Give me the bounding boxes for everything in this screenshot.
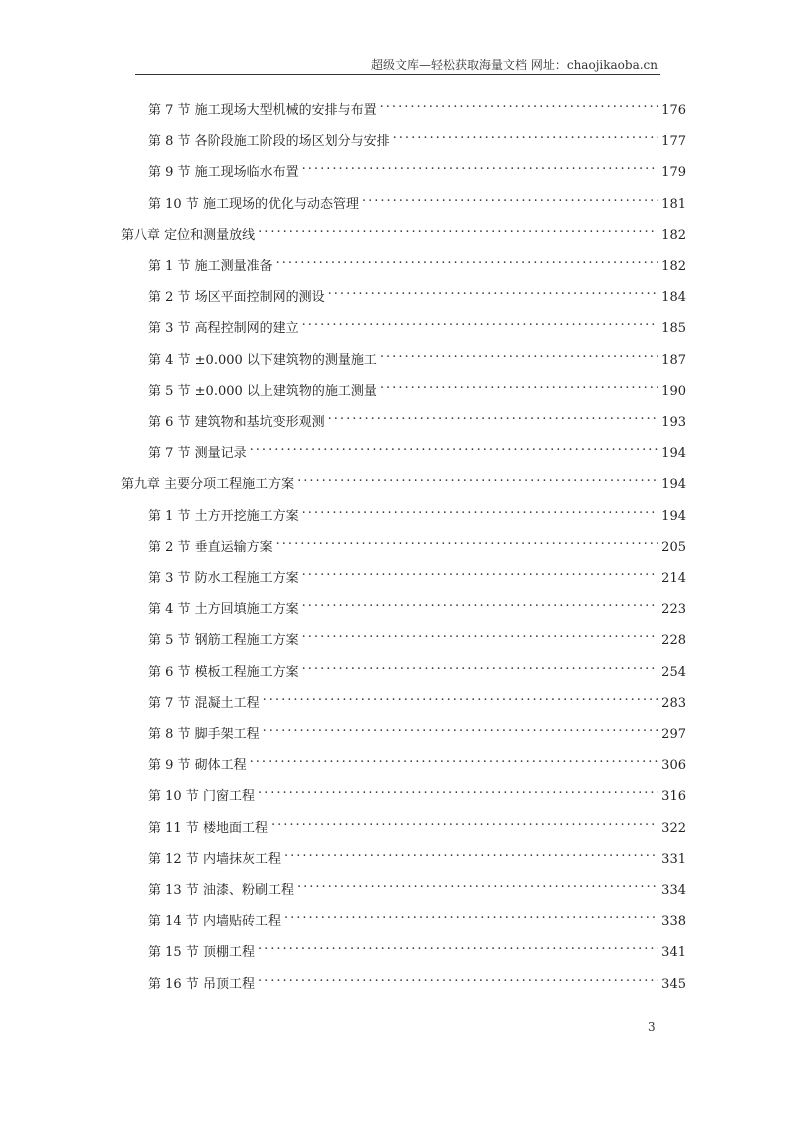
- toc-section-row[interactable]: [148, 406, 686, 430]
- toc-dot-leader: [276, 250, 659, 270]
- page-header: [135, 56, 660, 75]
- toc-section-row[interactable]: [148, 344, 686, 368]
- toc-dot-leader: [276, 531, 659, 551]
- toc-page-number: 341: [661, 945, 686, 961]
- toc-section-row[interactable]: [148, 624, 686, 649]
- toc-chapter-row[interactable]: [121, 219, 686, 243]
- toc-entry-title: 第 7 节 混凝土工程: [148, 695, 260, 711]
- toc-page-number: 185: [661, 321, 686, 337]
- toc-dot-leader: [393, 125, 659, 145]
- toc-page-number: 179: [661, 165, 686, 181]
- toc-dot-leader: [250, 437, 659, 457]
- toc-dot-leader: [271, 812, 658, 832]
- toc-dot-leader: [297, 468, 658, 488]
- toc-page-number: 194: [661, 446, 686, 462]
- toc-section-row[interactable]: [148, 874, 686, 898]
- toc-entry-title: 第 6 节 模板工程施工方案: [148, 664, 299, 680]
- toc-page-number: 322: [661, 820, 686, 836]
- toc-dot-leader: [380, 344, 658, 364]
- toc-entry-title: 第 8 节 脚手架工程: [148, 727, 260, 742]
- toc-dot-leader: [302, 500, 659, 520]
- page-number: 3: [648, 1020, 656, 1034]
- toc-entry-title: 第 4 节 土方回填施工方案: [148, 602, 299, 618]
- toc-section-row[interactable]: [148, 843, 686, 867]
- toc-page-number: 345: [661, 976, 686, 992]
- toc-section-row[interactable]: [148, 968, 686, 992]
- toc-dot-leader: [380, 375, 658, 395]
- toc-entry-title: 第 1 节 土方开挖施工方案: [148, 508, 299, 524]
- toc-section-row[interactable]: [148, 250, 686, 274]
- toc-entry-title: 第 3 节 高程控制网的建立: [148, 321, 299, 337]
- toc-entry-title: 第 1 节 施工测量准备: [148, 259, 273, 274]
- toc-page-number: 194: [661, 508, 686, 524]
- toc-dot-leader: [284, 843, 658, 863]
- toc-section-row[interactable]: [148, 936, 686, 961]
- toc-dot-leader: [297, 874, 658, 894]
- toc-dot-leader: [258, 219, 658, 239]
- toc-dot-leader: [302, 156, 659, 176]
- toc-entry-title: 第 5 节 ±0.000 以上建筑物的施工测量: [148, 383, 377, 399]
- toc-section-row[interactable]: [148, 156, 686, 181]
- toc-page-number: 181: [661, 196, 686, 212]
- toc-section-row[interactable]: [148, 562, 686, 586]
- toc-entry-title: 第 11 节 楼地面工程: [148, 820, 268, 836]
- toc-dot-leader: [328, 406, 659, 426]
- toc-page-number: 193: [661, 415, 686, 430]
- toc-dot-leader: [302, 593, 659, 613]
- toc-dot-leader: [328, 281, 659, 301]
- toc-entry-title: 第 10 节 门窗工程: [148, 789, 255, 805]
- toc-section-row[interactable]: [148, 749, 686, 774]
- toc-page-number: 316: [661, 789, 686, 805]
- toc-entry-title: 第 10 节 施工现场的优化与动态管理: [148, 196, 359, 212]
- toc-section-row[interactable]: [148, 375, 686, 399]
- toc-entry-title: 第 9 节 施工现场临水布置: [148, 165, 299, 181]
- toc-entry-title: 第 9 节 砌体工程: [148, 758, 247, 774]
- toc-page-number: 254: [661, 664, 686, 680]
- toc-section-row[interactable]: [148, 281, 686, 306]
- toc-entry-title: 第 13 节 油漆、粉刷工程: [148, 883, 294, 898]
- toc-page-number: 228: [661, 633, 686, 649]
- toc-page-number: 283: [661, 695, 686, 711]
- toc-entry-title: 第 2 节 垂直运输方案: [148, 539, 273, 555]
- toc-page-number: 223: [661, 602, 686, 618]
- toc-section-row[interactable]: [148, 656, 686, 680]
- toc-dot-leader: [302, 562, 659, 582]
- toc-entry-title: 第 15 节 顶棚工程: [148, 945, 255, 961]
- toc-page-number: 187: [661, 352, 686, 368]
- toc-dot-leader: [258, 780, 658, 800]
- toc-dot-leader: [302, 656, 659, 676]
- toc-page-number: 331: [661, 851, 686, 867]
- toc-page-number: 184: [661, 290, 686, 306]
- toc-page-number: 176: [661, 103, 686, 118]
- toc-page-number: 306: [661, 758, 686, 774]
- toc-page-number: 182: [661, 259, 686, 274]
- toc-entry-title: 第 2 节 场区平面控制网的测设: [148, 290, 325, 306]
- toc-dot-leader: [263, 718, 659, 738]
- toc-entry-title: 第九章 主要分项工程施工方案: [121, 477, 295, 493]
- toc-dot-leader: [302, 624, 659, 644]
- toc-dot-leader: [284, 905, 658, 925]
- toc-page-number: 190: [661, 383, 686, 399]
- toc-dot-leader: [362, 188, 658, 208]
- toc-chapter-row[interactable]: [121, 468, 686, 493]
- header-text: 超级文库—轻松获取海量文档 网址：chaojikaoba.cn: [371, 58, 658, 72]
- toc-section-row[interactable]: [148, 125, 686, 150]
- toc-page-number: 182: [661, 227, 686, 243]
- toc-entry-title: 第八章 定位和测量放线: [121, 227, 256, 243]
- toc-section-row[interactable]: [148, 687, 686, 711]
- toc-page-number: 297: [661, 727, 686, 742]
- toc-page-number: 338: [661, 914, 686, 930]
- toc-entry-title: 第 7 节 施工现场大型机械的安排与布置: [148, 103, 377, 118]
- toc-entry-title: 第 3 节 防水工程施工方案: [148, 571, 299, 586]
- toc-entry-title: 第 5 节 钢筋工程施工方案: [148, 633, 299, 649]
- toc-page-number: 205: [661, 539, 686, 555]
- toc-section-row[interactable]: [148, 437, 686, 462]
- toc-section-row[interactable]: [148, 500, 686, 524]
- toc-entry-title: 第 16 节 吊顶工程: [148, 976, 255, 992]
- toc-entry-title: 第 12 节 内墙抹灰工程: [148, 851, 281, 867]
- toc-entry-title: 第 4 节 ±0.000 以下建筑物的测量施工: [148, 352, 377, 368]
- toc-entry-title: 第 7 节 测量记录: [148, 446, 247, 462]
- toc-entry-title: 第 6 节 建筑物和基坑变形观测: [148, 415, 325, 430]
- toc-dot-leader: [302, 312, 659, 332]
- toc-entry-title: 第 14 节 内墙贴砖工程: [148, 914, 281, 930]
- toc-entry-title: 第 8 节 各阶段施工阶段的场区划分与安排: [148, 134, 390, 150]
- toc-section-row[interactable]: [148, 94, 686, 118]
- toc-section-row[interactable]: [148, 312, 686, 337]
- toc-section-row[interactable]: [148, 780, 686, 805]
- toc-section-row[interactable]: [148, 531, 686, 555]
- toc-dot-leader: [263, 687, 659, 707]
- toc-dot-leader: [258, 936, 658, 956]
- toc-page-number: 334: [661, 883, 686, 898]
- toc-section-row[interactable]: [148, 812, 686, 836]
- toc-page-number: 194: [661, 477, 686, 493]
- toc-section-row[interactable]: [148, 718, 686, 742]
- toc-dot-leader: [250, 749, 659, 769]
- toc-dot-leader: [380, 94, 659, 114]
- toc-section-row[interactable]: [148, 188, 686, 212]
- toc-page-number: 214: [661, 571, 686, 586]
- toc-section-row[interactable]: [148, 905, 686, 930]
- toc-page-number: 177: [661, 134, 686, 150]
- toc-dot-leader: [258, 968, 658, 988]
- toc-section-row[interactable]: [148, 593, 686, 618]
